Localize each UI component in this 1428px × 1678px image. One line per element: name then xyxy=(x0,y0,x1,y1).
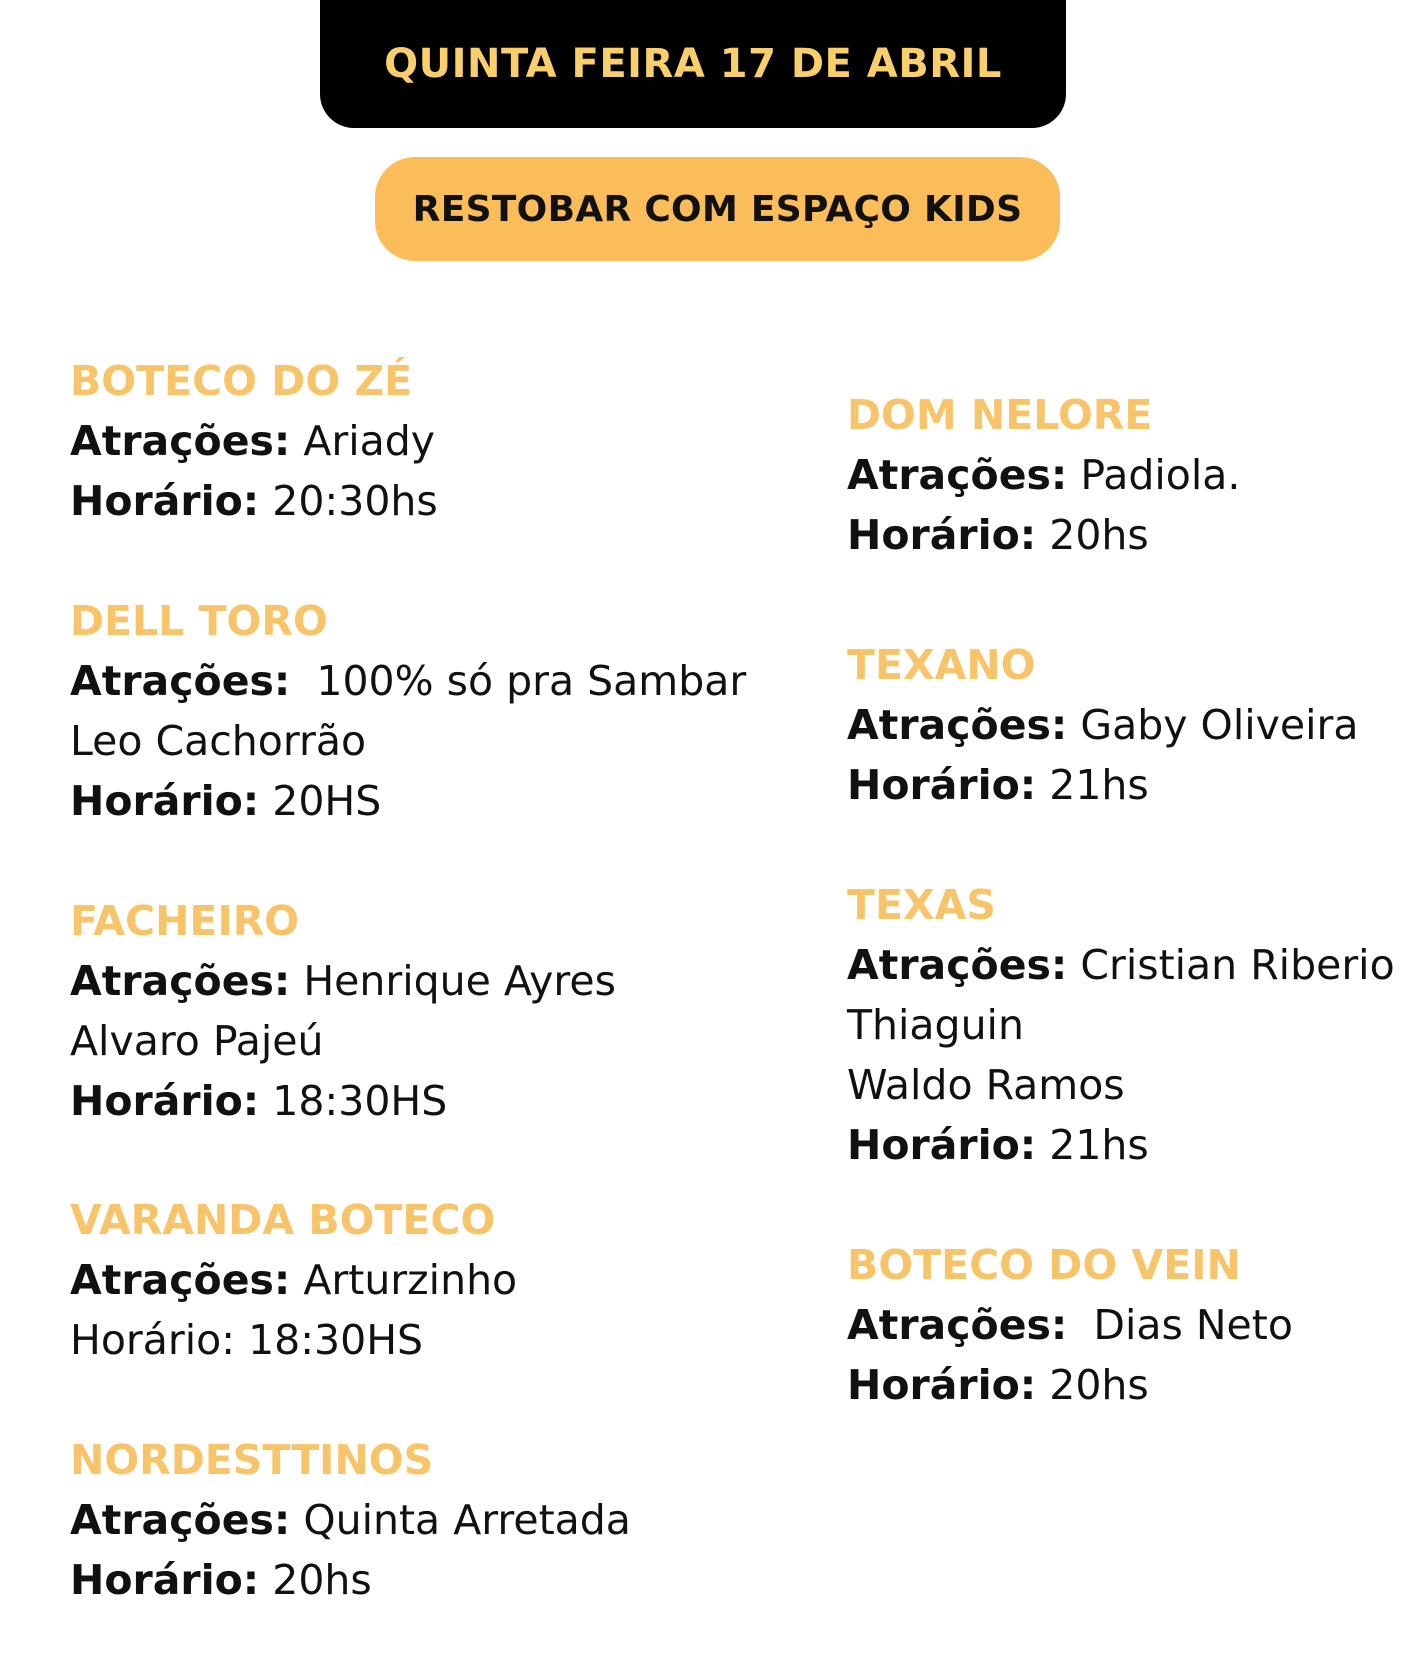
attractions-line xyxy=(70,951,710,1011)
attractions-value: Cristian Riberio xyxy=(1080,941,1395,989)
attractions-label: Atrações: xyxy=(847,941,1068,989)
time-label: Horário: xyxy=(70,1556,260,1604)
venue-facheiro xyxy=(70,891,710,1131)
time-line xyxy=(847,1115,1417,1175)
venue-name: TEXANO xyxy=(847,641,1036,689)
venue-texano xyxy=(847,635,1417,815)
header-banner xyxy=(320,0,1066,128)
subtitle-badge xyxy=(375,157,1060,261)
time-label: Horário: xyxy=(70,777,260,825)
page-title: QUINTA FEIRA 17 DE ABRIL xyxy=(384,41,1002,87)
attractions-extra: Thiaguin xyxy=(847,1001,1024,1049)
attractions-line xyxy=(847,1295,1417,1355)
time-label: Horário: xyxy=(847,1121,1037,1169)
attractions-label: Atrações: xyxy=(70,1496,291,1544)
time-value: 18:30HS xyxy=(272,1077,448,1125)
time-line xyxy=(847,505,1417,565)
attractions-line xyxy=(847,445,1417,505)
time-value: 21hs xyxy=(1049,761,1149,809)
attractions-line xyxy=(70,1250,710,1310)
time-value: 20:30hs xyxy=(272,477,438,525)
venue-name: DELL TORO xyxy=(70,597,328,645)
attractions-label: Atrações: xyxy=(847,701,1068,749)
attractions-extra: Waldo Ramos xyxy=(847,1061,1125,1109)
time-value: 20hs xyxy=(1049,1361,1149,1409)
attractions-line xyxy=(70,651,747,711)
venue-boteco-do-vein xyxy=(847,1235,1417,1415)
attractions-extra: Leo Cachorrão xyxy=(70,717,367,765)
time-value: 20hs xyxy=(1049,511,1149,559)
time-value: 20HS xyxy=(272,777,382,825)
time-line xyxy=(847,1355,1417,1415)
venue-name: FACHEIRO xyxy=(70,897,300,945)
subtitle-text: RESTOBAR COM ESPAÇO KIDS xyxy=(412,188,1023,230)
venue-dell-toro xyxy=(70,591,747,831)
attractions-label: Atrações: xyxy=(70,417,291,465)
attractions-value: Ariady xyxy=(303,417,436,465)
time-label: Horário: xyxy=(847,761,1037,809)
attractions-value: Dias Neto xyxy=(1080,1301,1293,1349)
attractions-line xyxy=(70,411,710,471)
attractions-line xyxy=(70,1490,710,1550)
venue-name: DOM NELORE xyxy=(847,391,1153,439)
venue-name: BOTECO DO ZÉ xyxy=(70,357,413,405)
attractions-value: Henrique Ayres xyxy=(303,957,616,1005)
attractions-label: Atrações: xyxy=(847,1301,1068,1349)
time-line xyxy=(70,771,710,831)
time-line xyxy=(70,1550,710,1610)
time-value: 21hs xyxy=(1049,1121,1149,1169)
venue-name: BOTECO DO VEIN xyxy=(847,1241,1241,1289)
time-value: 20hs xyxy=(272,1556,372,1604)
attractions-value: 100% só pra Sambar xyxy=(303,657,747,705)
attractions-value: Gaby Oliveira xyxy=(1080,701,1359,749)
attractions-value: Padiola. xyxy=(1080,451,1241,499)
time-line xyxy=(70,471,710,531)
attractions-value: Arturzinho xyxy=(303,1256,518,1304)
venue-name: NORDESTTINOS xyxy=(70,1436,434,1484)
time-line xyxy=(847,755,1417,815)
attractions-label: Atrações: xyxy=(70,1256,291,1304)
attractions-extra: Alvaro Pajeú xyxy=(70,1017,324,1065)
time-label: Horário: xyxy=(70,1077,260,1125)
venue-varanda-boteco xyxy=(70,1190,710,1370)
attractions-label: Atrações: xyxy=(70,957,291,1005)
time-line-plain: Horário: 18:30HS xyxy=(70,1316,424,1364)
venue-dom-nelore xyxy=(847,385,1417,565)
attractions-value: Quinta Arretada xyxy=(303,1496,631,1544)
venue-nordesttinos xyxy=(70,1430,710,1610)
time-label: Horário: xyxy=(847,511,1037,559)
venue-name: TEXAS xyxy=(847,881,996,929)
time-line xyxy=(70,1071,710,1131)
venue-texas xyxy=(847,875,1417,1175)
attractions-line xyxy=(847,935,1417,995)
attractions-line xyxy=(847,695,1417,755)
venue-name: VARANDA BOTECO xyxy=(70,1196,496,1244)
attractions-label: Atrações: xyxy=(847,451,1068,499)
time-label: Horário: xyxy=(70,477,260,525)
time-label: Horário: xyxy=(847,1361,1037,1409)
venue-boteco-do-ze xyxy=(70,351,710,531)
attractions-label: Atrações: xyxy=(70,657,291,705)
